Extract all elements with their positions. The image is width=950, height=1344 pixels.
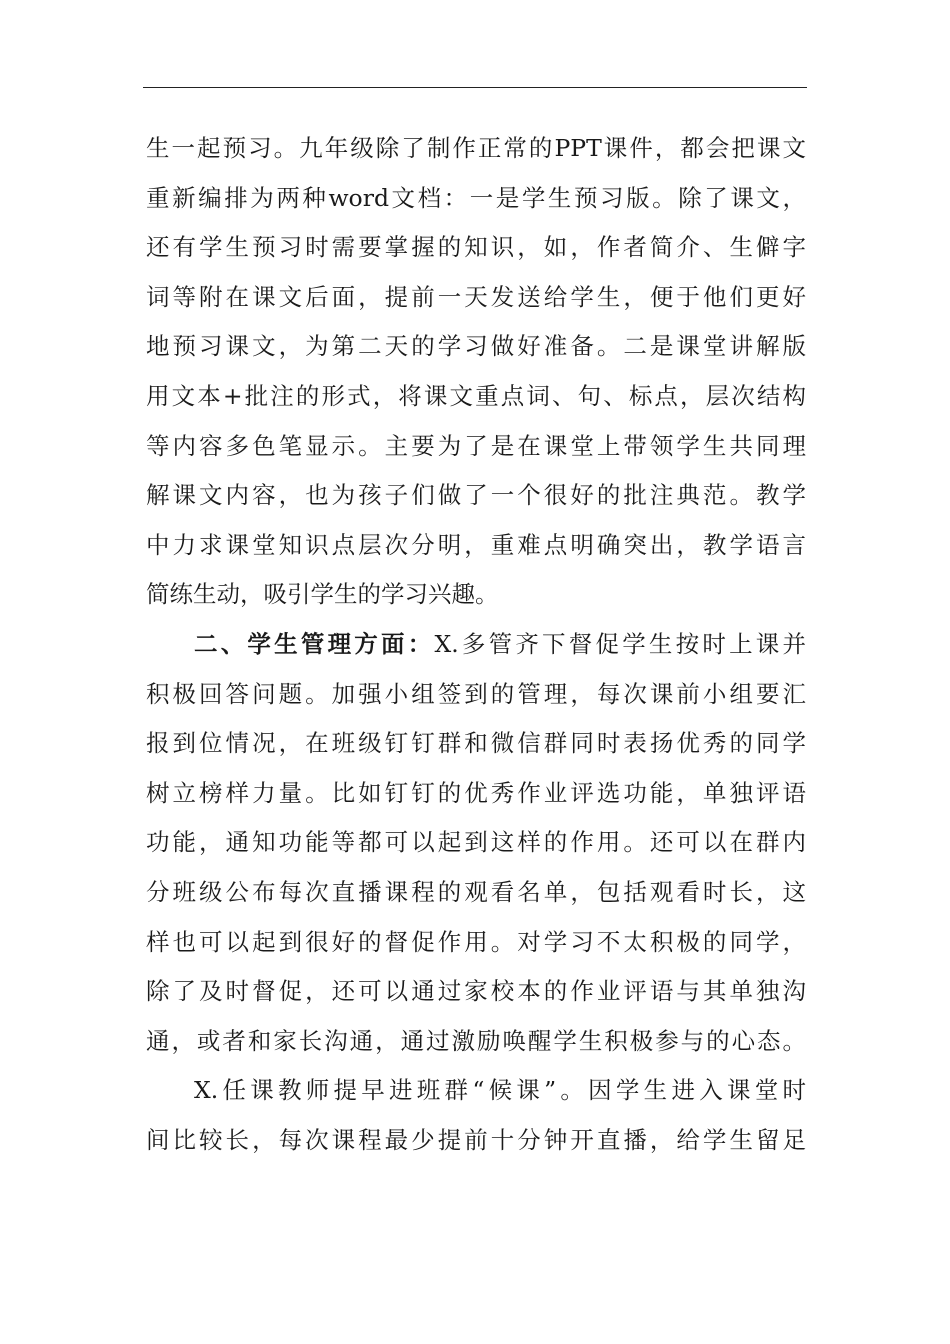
- text-line: 地预习课文，为第二天的学习做好准备。二是课堂讲解版: [146, 332, 806, 361]
- text-line: 解课文内容，也为孩子们做了一个很好的批注典范。教学: [146, 481, 806, 510]
- text-line: 等内容多色笔显示。主要为了是在课堂上带领学生共同理: [146, 431, 806, 460]
- text-line: 中力求课堂知识点层次分明，重难点明确突出，教学语言: [146, 530, 806, 559]
- section-heading-line: [146, 620, 806, 670]
- header-rule: [143, 87, 807, 88]
- text-line: 生一起预习。九年级除了制作正常的PPT课件，都会把课文: [146, 134, 806, 162]
- section-heading: 二、学生管理方面：: [194, 629, 435, 658]
- text-line: 报到位情况，在班级钉钉群和微信群同时表扬优秀的同学: [146, 729, 806, 758]
- text-line: 积极回答问题。加强小组签到的管理，每次课前小组要汇: [146, 679, 806, 708]
- body-text: [146, 124, 806, 1165]
- paragraph-first-line: X.任课教师提早进班群“候课”。因学生进入课堂时: [194, 1076, 806, 1105]
- text-line: 功能，通知功能等都可以起到这样的作用。还可以在群内: [146, 828, 806, 857]
- text-line: 通，或者和家长沟通，通过激励唤醒学生积极参与的心态。: [146, 1026, 806, 1055]
- text-line: 简练生动，吸引学生的学习兴趣。: [146, 580, 499, 609]
- text-line: 除了及时督促，还可以通过家校本的作业评语与其单独沟: [146, 977, 806, 1006]
- text-line: 样也可以起到很好的督促作用。对学习不太积极的同学，: [146, 927, 806, 956]
- section-heading-rest: X.多管齐下督促学生按时上课并: [434, 629, 807, 658]
- text-line: 重新编排为两种word文档：一是学生预习版。除了课文，: [146, 183, 806, 212]
- text-line: 用文本+批注的形式，将课文重点词、句、标点，层次结构: [146, 381, 806, 410]
- text-line: 分班级公布每次直播课程的观看名单，包括观看时长，这: [146, 877, 806, 906]
- text-line: 还有学生预习时需要掌握的知识，如，作者简介、生僻字: [146, 233, 806, 262]
- text-line: 间比较长，每次课程最少提前十分钟开直播，给学生留足: [146, 1125, 806, 1154]
- text-line: 词等附在课文后面，提前一天发送给学生，便于他们更好: [146, 282, 806, 311]
- text-line: 树立榜样力量。比如钉钉的优秀作业评选功能，单独评语: [146, 778, 806, 807]
